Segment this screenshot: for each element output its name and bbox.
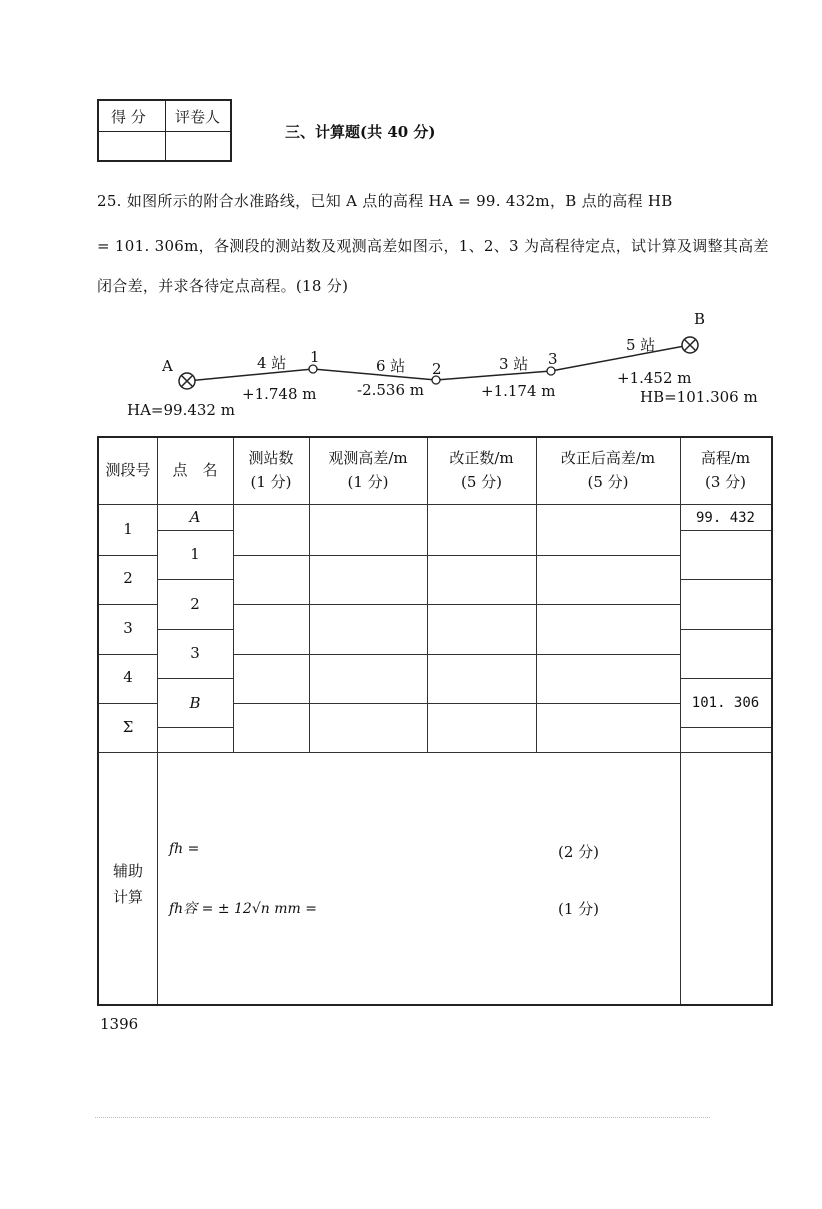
aux-label: 辅助 计算 bbox=[112, 862, 143, 906]
point-cell: 2 bbox=[190, 595, 200, 613]
header-point: 点 名 bbox=[172, 461, 218, 479]
seg4-stations: 5 站 bbox=[626, 336, 656, 354]
header-stations: 测站数 (1 分) bbox=[248, 449, 294, 491]
grader-label: 评卷人 bbox=[175, 108, 221, 126]
label-point-b: B bbox=[694, 310, 706, 328]
header-corrected: 改正后高差/m (5 分) bbox=[560, 449, 656, 491]
label-point-1: 1 bbox=[310, 348, 320, 366]
problem-line-1: 25. 如图所示的附合水准路线，已知 A 点的高程 HA = 99. 432m，B 点的高程 HB bbox=[97, 192, 673, 210]
seg3-diff: +1.174 m bbox=[481, 382, 556, 400]
elevation-ha: HA=99.432 m bbox=[127, 401, 235, 419]
page-number: 1396 bbox=[100, 1015, 139, 1033]
problem-line-3: 闭合差，并求各待定点高程。(18 分) bbox=[97, 277, 349, 295]
point-1-marker bbox=[309, 365, 317, 373]
fh-allow-score: (1 分) bbox=[558, 900, 600, 918]
header-elevation: 高程/m (3 分) bbox=[700, 449, 751, 491]
fh-formula: fh = bbox=[169, 841, 200, 857]
seg1-stations: 4 站 bbox=[257, 354, 287, 372]
point-cell: 3 bbox=[190, 644, 200, 662]
score-box bbox=[97, 99, 232, 162]
seg4-diff: +1.452 m bbox=[617, 369, 692, 387]
label-point-a: A bbox=[162, 357, 173, 375]
header-segment: 测段号 bbox=[105, 461, 151, 479]
elevation-hb: HB=101.306 m bbox=[640, 388, 758, 406]
point-cell: 1 bbox=[190, 545, 200, 563]
benchmark-a-icon bbox=[179, 373, 195, 389]
seg3-stations: 3 站 bbox=[499, 355, 529, 373]
scan-artifact-line bbox=[95, 1117, 710, 1118]
label-point-2: 2 bbox=[432, 360, 442, 378]
computation-table bbox=[97, 436, 773, 1006]
problem-line-2: = 101. 306m，各测段的测站数及观测高差如图示，1、2、3 为高程待定点，试计算及调整其高差 bbox=[97, 237, 769, 255]
elevation-a-cell: 99. 432 bbox=[695, 510, 755, 526]
segment-cell: 1 bbox=[123, 520, 133, 538]
point-cell: B bbox=[189, 694, 201, 712]
elevation-b-cell: 101. 306 bbox=[691, 695, 760, 711]
segment-cell: 4 bbox=[123, 668, 133, 686]
score-label: 得 分 bbox=[111, 108, 146, 126]
benchmark-b-icon bbox=[682, 337, 698, 353]
segment-cell: Σ bbox=[122, 718, 134, 736]
section-title: 三、计算题(共 40 分) bbox=[285, 123, 436, 141]
segment-cell: 2 bbox=[123, 569, 133, 587]
fh-allow-formula: fh容 = ± 12√n mm = bbox=[169, 901, 317, 917]
segment-cell: 3 bbox=[123, 619, 133, 637]
seg1-diff: +1.748 m bbox=[242, 385, 317, 403]
header-correction: 改正数/m (5 分) bbox=[449, 449, 514, 491]
seg2-diff: -2.536 m bbox=[357, 381, 425, 399]
label-point-3: 3 bbox=[548, 350, 558, 368]
point-3-marker bbox=[547, 367, 555, 375]
seg2-stations: 6 站 bbox=[376, 357, 406, 375]
point-cell: A bbox=[189, 508, 201, 526]
fh-score: (2 分) bbox=[558, 843, 600, 861]
header-observed: 观测高差/m (1 分) bbox=[328, 449, 408, 491]
